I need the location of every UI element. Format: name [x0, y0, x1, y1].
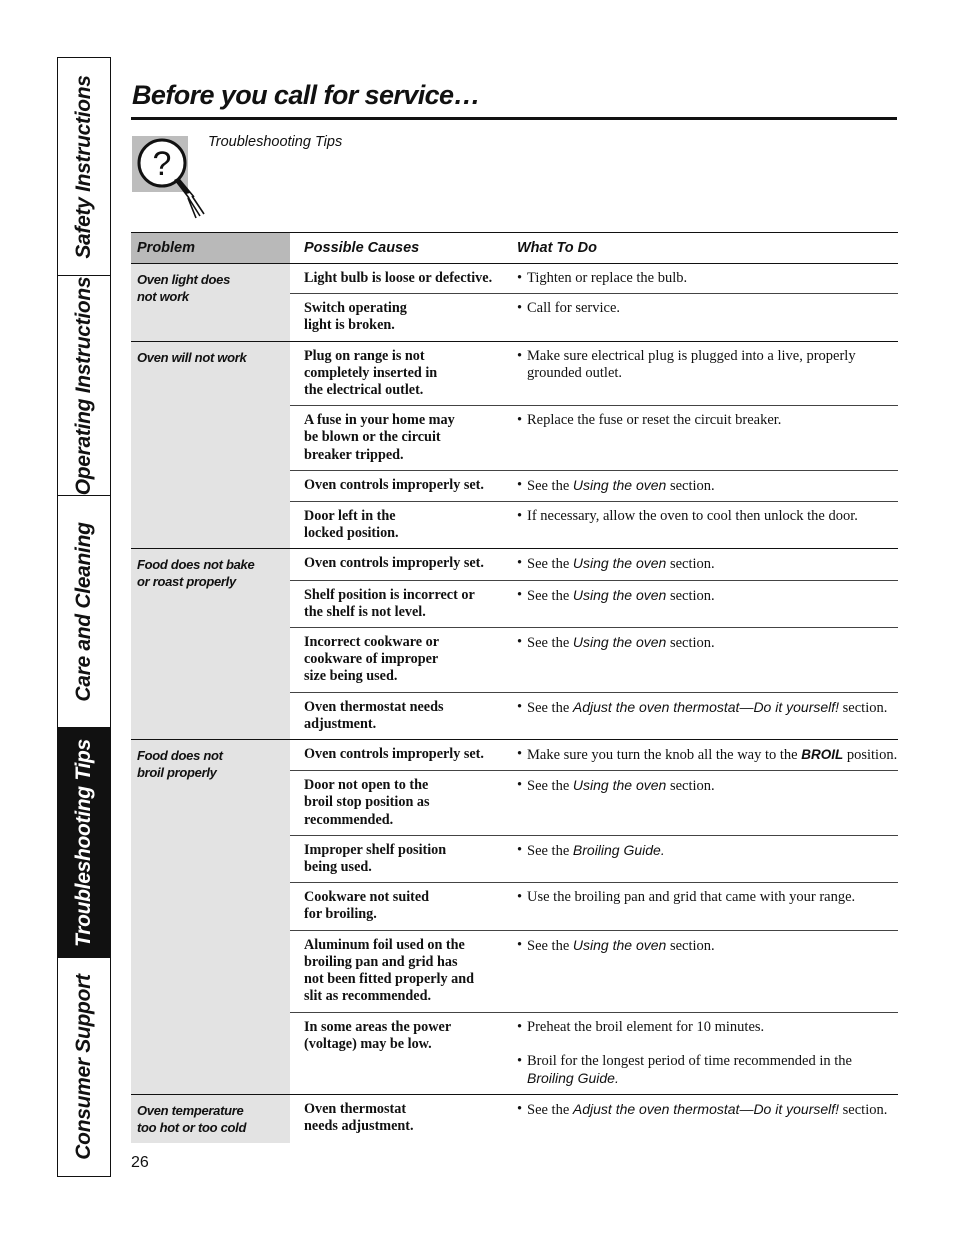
bullet-text — [527, 842, 665, 860]
problem-group — [131, 264, 898, 342]
bullet-dot: • — [517, 777, 523, 794]
table-header — [131, 233, 898, 264]
what-to-do — [503, 931, 898, 1012]
problem-label: Oven light does not work — [131, 264, 290, 341]
problem-group — [131, 549, 898, 740]
what-to-do — [503, 883, 898, 929]
text-run: See the — [527, 842, 573, 859]
page-title: Before you call for service… — [132, 80, 480, 110]
table-row — [290, 342, 898, 407]
problem-group — [131, 740, 898, 1095]
bullet-text — [527, 1053, 898, 1088]
bullet-text — [527, 1101, 887, 1119]
bullet-dot: • — [517, 270, 523, 286]
bullet-text — [527, 587, 715, 605]
table-row — [290, 931, 898, 1013]
bullet-item — [517, 777, 898, 795]
section-subtitle: Troubleshooting Tips — [208, 134, 343, 150]
text-run: section. — [666, 635, 715, 652]
bullet-item — [517, 477, 898, 495]
bullet-dot: • — [517, 555, 523, 572]
italic-reference: Using the oven — [572, 936, 667, 953]
possible-cause: Oven thermostat needs adjustment. — [304, 698, 444, 732]
bullet-dot: • — [517, 1018, 523, 1035]
italic-reference: Broiling Guide. — [527, 1069, 619, 1086]
possible-cause: Oven controls improperly set. — [304, 746, 484, 763]
cause-rows — [290, 740, 898, 1094]
text-run: See the — [527, 556, 573, 573]
italic-reference: Using the oven — [572, 634, 667, 651]
text-run: section. — [839, 699, 888, 716]
text-run: Make sure electrical plug is plugged into a live, properly grounded outlet. — [527, 347, 856, 381]
tab-label: Operating Instructions — [72, 276, 95, 495]
table-row — [290, 628, 898, 693]
italic-reference: Using the oven — [572, 555, 667, 572]
bullet-item — [517, 555, 898, 573]
italic-reference: Using the oven — [572, 777, 667, 794]
bullet-item — [517, 1053, 898, 1088]
text-run: Replace the fuse or reset the circuit breaker. — [527, 412, 782, 429]
bullet-dot: • — [517, 1052, 523, 1069]
bullet-text — [527, 634, 715, 652]
text-run: If necessary, allow the oven to cool then unlock the door. — [527, 508, 858, 525]
possible-cause: Door left in the locked position. — [304, 508, 399, 542]
problem-group — [131, 1095, 898, 1143]
problem-label: Food does not broil properly — [131, 740, 290, 1094]
problem-label: Food does not bake or roast properly — [131, 549, 290, 739]
text-run: Call for service. — [527, 300, 621, 317]
table-row — [290, 294, 898, 340]
possible-cause: Oven controls improperly set. — [304, 476, 484, 493]
what-to-do — [503, 342, 898, 406]
text-run: Tighten or replace the bulb. — [527, 270, 688, 286]
italic-reference: Using the oven — [572, 586, 667, 603]
bullet-dot: • — [517, 841, 523, 858]
bullet-item — [517, 300, 898, 317]
tab-consumer-support[interactable] — [58, 958, 110, 1176]
possible-cause: Shelf position is incorrect or the shelf is not level. — [304, 586, 475, 620]
bullet-item — [517, 587, 898, 605]
what-to-do — [503, 471, 898, 501]
what-to-do — [503, 771, 898, 835]
what-to-do — [503, 581, 898, 627]
what-to-do — [503, 549, 898, 579]
bullet-item — [517, 270, 898, 287]
bullet-item — [517, 348, 898, 382]
tab-operating-instructions[interactable] — [58, 276, 110, 496]
text-run: section. — [666, 556, 715, 573]
text-run: section. — [666, 937, 715, 954]
text-run: position. — [843, 747, 898, 764]
bullet-dot: • — [517, 936, 523, 953]
bullet-item — [517, 699, 898, 717]
cause-rows — [290, 1095, 898, 1143]
column-header-causes: Possible Causes — [304, 240, 420, 256]
cause-rows — [290, 342, 898, 549]
bullet-text — [527, 937, 715, 955]
text-run: Preheat the broil element for 10 minutes. — [527, 1018, 765, 1035]
italic-reference: Adjust the oven thermostat—Do it yourself! — [572, 698, 840, 715]
svg-text:?: ? — [152, 145, 172, 183]
bullet-dot: • — [517, 586, 523, 603]
possible-cause: Light bulb is loose or defective. — [304, 270, 493, 286]
table-row — [290, 1013, 898, 1095]
text-run: section. — [666, 778, 715, 795]
possible-cause: Plug on range is not completely inserted in the electrical outlet. — [304, 347, 438, 399]
bullet-dot: • — [517, 476, 523, 493]
page-number: 26 — [131, 1154, 149, 1171]
table-row — [290, 1095, 898, 1141]
bullet-item — [517, 508, 898, 525]
column-header-problem: Problem — [131, 233, 290, 263]
bullet-text — [527, 777, 715, 795]
bullet-item — [517, 889, 898, 906]
question-mark-magnifier-icon — [132, 136, 212, 227]
table-row — [290, 740, 898, 771]
table-row — [290, 471, 898, 502]
table-row — [290, 581, 898, 628]
what-to-do — [503, 502, 898, 548]
tab-label: Consumer Support — [72, 974, 95, 1160]
tab-label: Safety Instructions — [72, 74, 95, 259]
table-row — [290, 549, 898, 580]
problem-label: Oven will not work — [131, 342, 290, 549]
text-run: See the — [527, 937, 573, 954]
bullet-dot: • — [517, 508, 523, 525]
bullet-text — [527, 889, 855, 906]
text-run: section. — [666, 587, 715, 604]
text-run: Use the broiling pan and grid that came with your range. — [527, 889, 856, 906]
bullet-dot: • — [517, 347, 523, 364]
table-row — [290, 406, 898, 471]
problem-group — [131, 342, 898, 550]
possible-cause: In some areas the power (voltage) may be low. — [304, 1018, 452, 1052]
bullet-text — [527, 348, 898, 382]
bullet-item — [517, 1101, 898, 1119]
bullet-dot: • — [517, 300, 523, 317]
cause-rows — [290, 264, 898, 341]
italic-reference: Broiling Guide. — [572, 841, 665, 858]
italic-reference: Using the oven — [572, 476, 667, 493]
tab-label: Troubleshooting Tips — [72, 738, 95, 947]
table-row — [290, 836, 898, 883]
bullet-dot: • — [517, 1101, 523, 1118]
bullet-text — [527, 746, 897, 764]
bullet-dot: • — [517, 634, 523, 651]
text-run: See the — [527, 635, 573, 652]
text-run: See the — [527, 778, 573, 795]
bullet-text — [527, 300, 620, 317]
what-to-do — [503, 264, 898, 293]
tab-label: Care and Cleaning — [72, 521, 95, 702]
table-row — [290, 771, 898, 836]
what-to-do — [503, 740, 898, 770]
bullet-text — [527, 412, 781, 429]
possible-cause: Incorrect cookware or cookware of improper size being used. — [304, 634, 439, 685]
bullet-item — [517, 842, 898, 860]
what-to-do — [503, 406, 898, 470]
italic-reference: Adjust the oven thermostat—Do it yourself! — [572, 1101, 840, 1118]
bullet-text — [527, 555, 715, 573]
bullet-item — [517, 634, 898, 652]
what-to-do — [503, 1095, 898, 1141]
text-run: Make sure you turn the knob all the way to the — [527, 747, 802, 764]
possible-cause: Switch operating light is broken. — [304, 300, 407, 334]
bullet-dot: • — [517, 698, 523, 715]
text-run: section. — [666, 477, 715, 494]
column-header-todo: What To Do — [517, 240, 597, 256]
problem-label: Oven temperature too hot or too cold — [131, 1095, 290, 1143]
table-row — [290, 693, 898, 739]
bullet-item — [517, 412, 898, 429]
troubleshooting-table — [131, 232, 898, 1143]
tab-care-and-cleaning[interactable] — [58, 496, 110, 728]
bullet-dot: • — [517, 412, 523, 429]
text-run: See the — [527, 477, 573, 494]
bullet-item — [517, 1019, 898, 1036]
cause-rows — [290, 549, 898, 739]
bullet-item — [517, 937, 898, 955]
bullet-text — [527, 699, 887, 717]
bold-setting: BROIL — [801, 747, 844, 763]
possible-cause: Oven controls improperly set. — [304, 555, 484, 572]
bullet-text — [527, 270, 687, 287]
table-row — [290, 502, 898, 548]
bullet-text — [527, 508, 858, 525]
text-run: See the — [527, 699, 573, 716]
bullet-dot: • — [517, 746, 523, 763]
text-run: Broil for the longest period of time recommended in the — [527, 1052, 852, 1069]
possible-cause: Aluminum foil used on the broiling pan and grid has not been fitted properly and slit as recommended. — [304, 936, 474, 1005]
possible-cause: Cookware not suited for broiling. — [304, 889, 430, 923]
text-run: See the — [527, 587, 573, 604]
tab-troubleshooting-tips[interactable] — [58, 728, 110, 958]
possible-cause: A fuse in your home may be blown or the circuit breaker tripped. — [304, 412, 455, 463]
section-tabs — [57, 57, 111, 1177]
bullet-text — [527, 1019, 764, 1036]
what-to-do — [503, 294, 898, 340]
bullet-item — [517, 746, 898, 764]
what-to-do — [503, 693, 898, 739]
bullet-text — [527, 477, 715, 495]
text-run: section. — [839, 1102, 888, 1119]
bullet-dot: • — [517, 889, 523, 906]
table-row — [290, 883, 898, 930]
text-run: See the — [527, 1102, 573, 1119]
what-to-do — [503, 628, 898, 692]
possible-cause: Oven thermostat needs adjustment. — [304, 1101, 414, 1135]
possible-cause: Door not open to the broil stop position as recommended. — [304, 777, 430, 828]
what-to-do — [503, 836, 898, 882]
what-to-do — [503, 1013, 898, 1095]
tab-safety-instructions[interactable] — [58, 58, 110, 276]
possible-cause: Improper shelf position being used. — [304, 841, 447, 876]
table-row — [290, 264, 898, 294]
table-body — [131, 264, 898, 1143]
title-rule — [131, 117, 897, 120]
